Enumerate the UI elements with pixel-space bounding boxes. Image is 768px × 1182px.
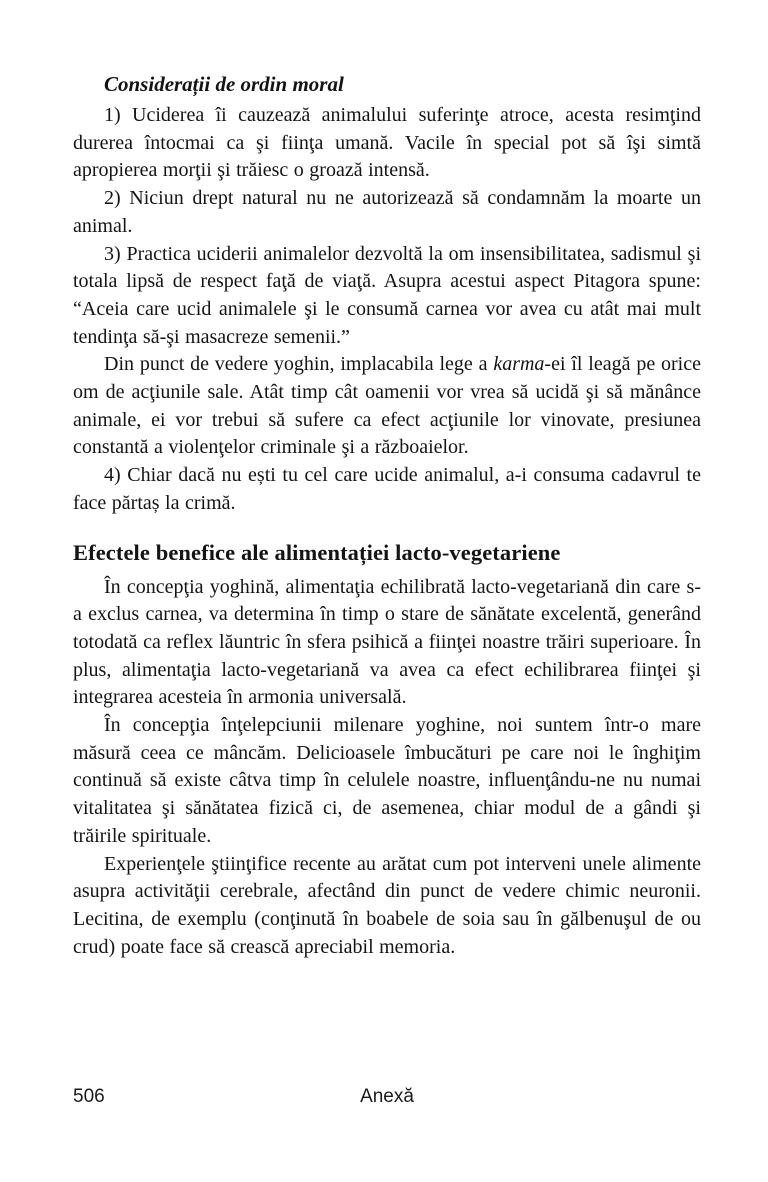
- section-heading-benefits: Efectele benefice ale alimentației lacto-vegetariene: [73, 539, 561, 565]
- running-title: Anexă: [360, 1086, 414, 1107]
- karma-italic-term: karma: [493, 353, 545, 376]
- karma-text-after: -ei îl leagă pe orice om de acţiunile sale. Atât timp cât oamenii vor vrea să ucidă şi să mănânce animale, ei vor trebui să sufere ca efect acţiunile lor vinovate, presiunea constantă a violenţelor criminale şi a războaielor.: [73, 353, 701, 459]
- page-number: 506: [73, 1086, 105, 1107]
- paragraph-point-4: 4) Chiar dacă nu ești tu cel care ucide animalul, a-i consuma cadavrul te face părtaș la crimă.: [73, 464, 701, 514]
- section-heading-moral-considerations: Considerații de ordin moral: [104, 72, 344, 96]
- page-footer: [73, 1086, 701, 1108]
- karma-text-before: Din punct de vedere yoghin, implacabila lege a: [104, 353, 494, 376]
- paragraph-benefits-1: În concepţia yoghină, alimentaţia echilibrată lacto-vegetariană din care s-a exclus carnea, va determina în timp o stare de sănătate excelentă, generând totodată ca reflex lăuntric în sfera psihică a fiinţei noastre trăiri superioare. În plus, alimentaţia lacto-vegetariană va avea ca efect echilibrarea fiinţei şi integrarea acesteia în armonia universală.: [73, 575, 701, 709]
- page-content: [73, 70, 701, 961]
- paragraph-point-3: 3) Practica uciderii animalelor dezvoltă la om insensibilitatea, sadismul şi totala lipsă de respect faţă de viaţă. Asupra acestui aspect Pitagora spune: “Aceia care ucid animalele şi le consumă carnea vor avea cu atât mai mult tendinţa să-şi masacreze semenii.”: [73, 242, 701, 348]
- paragraph-point-2: 2) Niciun drept natural nu ne autorizează să condamnăm la moarte un animal.: [73, 187, 701, 237]
- paragraph-karma: [73, 351, 701, 462]
- paragraph-point-1: 1) Uciderea îi cauzează animalului suferinţe atroce, acesta resimţind durerea întocmai ca şi fiinţa umană. Vacile în special pot să îşi simtă apropierea morţii şi trăiesc o groază intensă.: [73, 104, 701, 182]
- paragraph-benefits-3: Experienţele ştiinţifice recente au arătat cum pot interveni unele alimente asupra activităţii cerebrale, afectând din punct de vedere chimic neuronii. Lecitina, de exemplu (conţinută în boabele de soia sau în gălbenuşul de ou crud) poate face să crească apreciabil memoria.: [73, 852, 701, 958]
- paragraph-benefits-2: În concepţia înţelepciunii milenare yoghine, noi suntem într-o mare măsură ceea ce mâncăm. Delicioasele îmbucături pe care noi le înghiţim continuă să existe câtva timp în celulele noastre, influenţându-ne nu numai vitalitatea şi sănătatea fizică ci, de asemenea, chiar modul de a gândi şi trăirile spirituale.: [73, 714, 701, 847]
